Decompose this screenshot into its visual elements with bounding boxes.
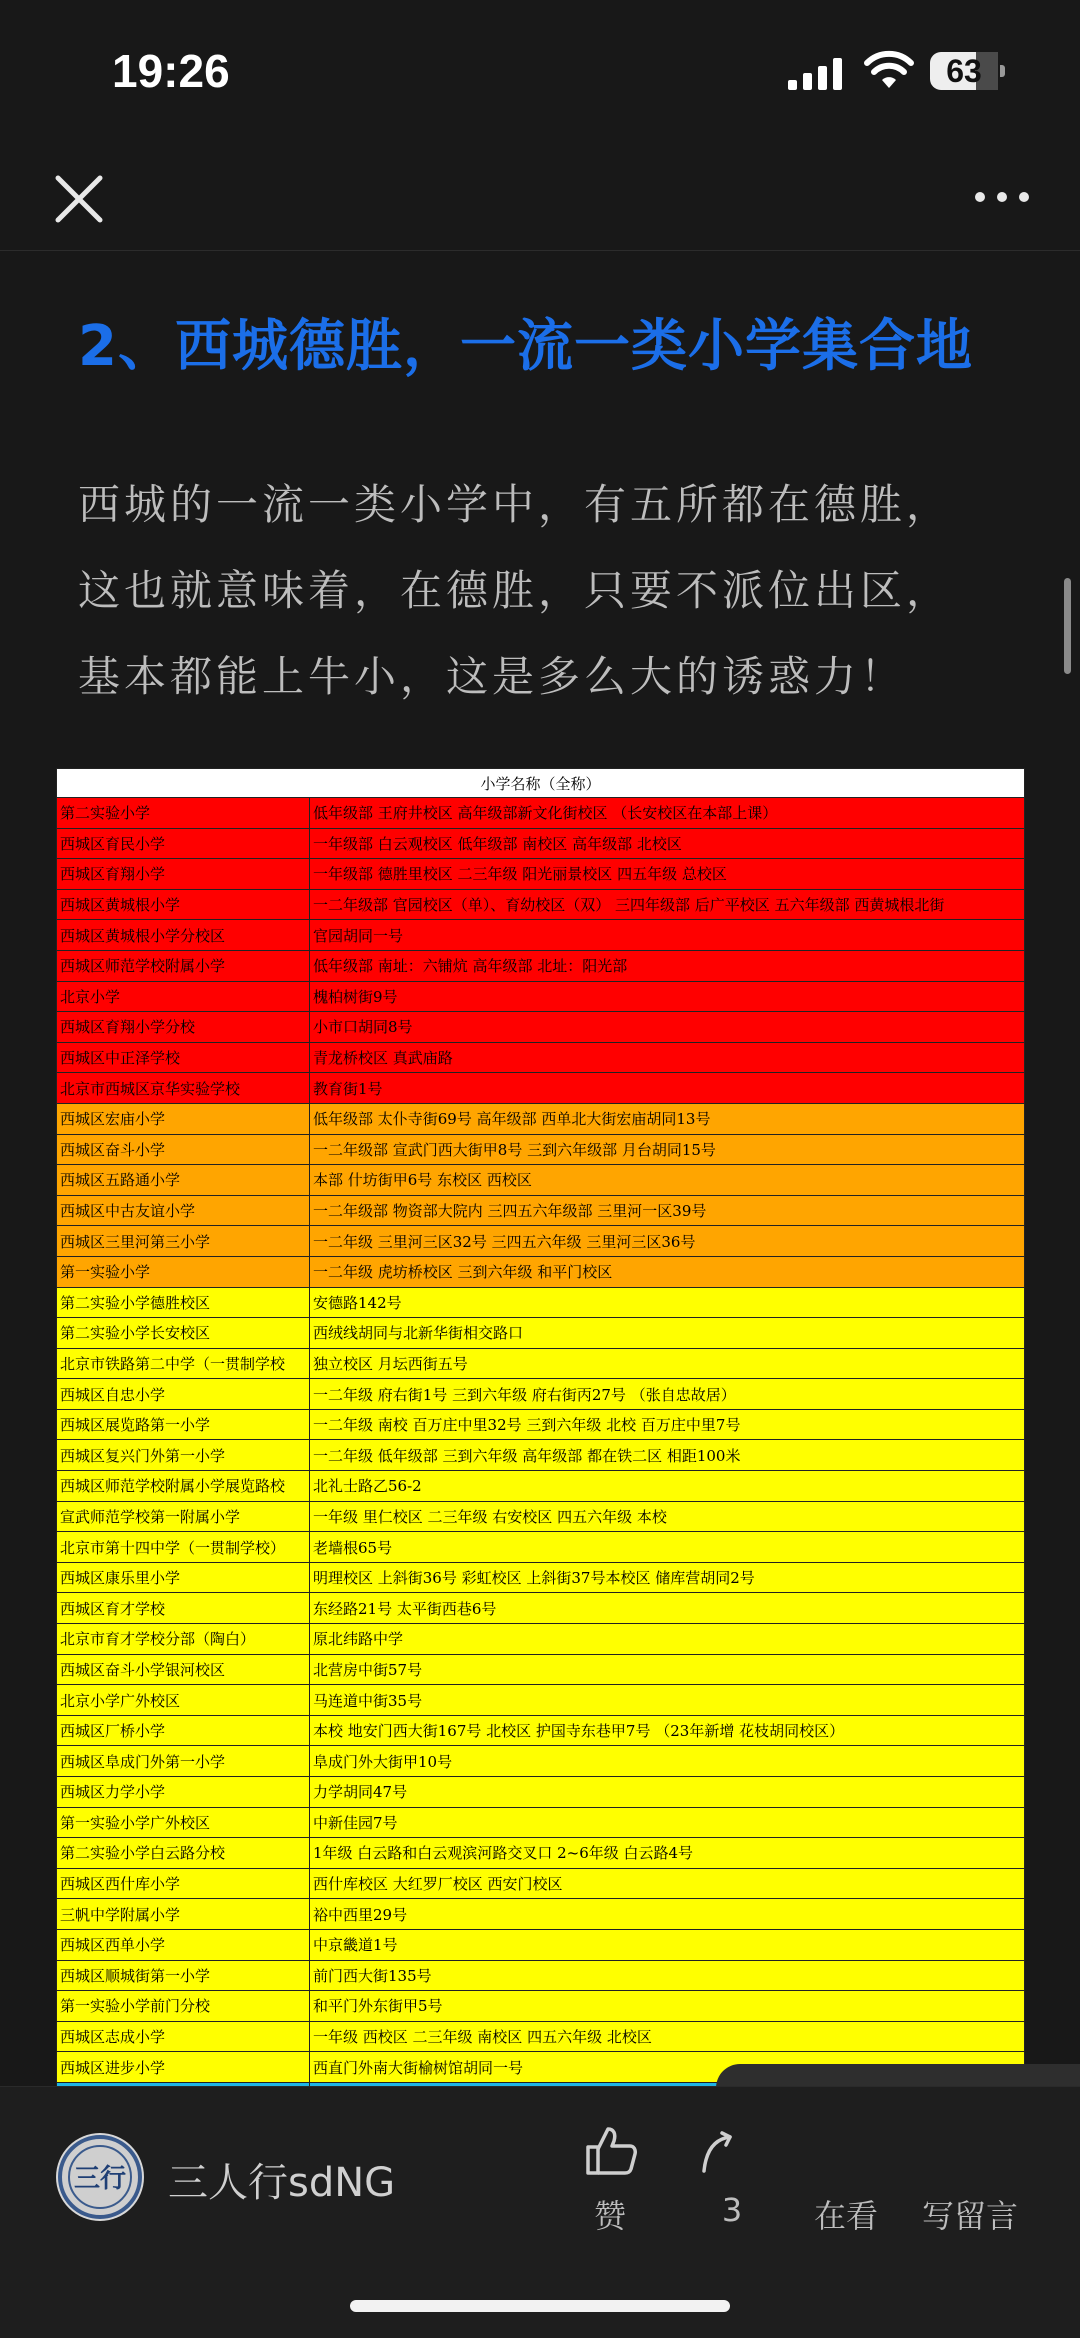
table-row (57, 2021, 1025, 2052)
write-comment-button[interactable]: 写留言 (922, 2197, 1019, 2235)
school-name-cell: 西城区奋斗小学 (57, 1134, 310, 1165)
school-campus-cell: 一二年级 低年级部 三到六年级 高年级部 都在铁二区 相距100米 (310, 1440, 1025, 1471)
table-row (57, 1960, 1025, 1991)
school-campus-cell: 前门西大街135号 (310, 1960, 1025, 1991)
table-row (57, 1991, 1025, 2022)
school-table (56, 768, 1025, 2144)
school-campus-cell: 1年级 白云路和白云观滨河路交叉口 2~6年级 白云路4号 (310, 1838, 1025, 1869)
table-row (57, 798, 1025, 829)
school-campus-cell: 一二年级 府右街1号 三到六年级 府右街丙27号 （张自忠故居） (310, 1379, 1025, 1410)
table-row (57, 1256, 1025, 1287)
school-table-image[interactable] (56, 768, 1024, 2086)
table-row (57, 1165, 1025, 1196)
school-name-cell: 西城区力学小学 (57, 1777, 310, 1808)
school-campus-cell: 一二年级 三里河三区32号 三四五六年级 三里河三区36号 (310, 1226, 1025, 1257)
table-row (57, 1746, 1025, 1777)
school-name-cell: 西城区宏庙小学 (57, 1103, 310, 1134)
school-name-cell: 西城区奋斗小学银河校区 (57, 1654, 310, 1685)
table-row (57, 1929, 1025, 1960)
table-row (57, 1226, 1025, 1257)
school-name-cell: 北京小学 (57, 981, 310, 1012)
thumbs-up-icon[interactable] (584, 2125, 638, 2177)
school-campus-cell: 一年级 西校区 二三年级 南校区 四五六年级 北校区 (310, 2021, 1025, 2052)
school-campus-cell: 马连道中街35号 (310, 1685, 1025, 1716)
school-campus-cell: 东经路21号 太平街西巷6号 (310, 1593, 1025, 1624)
school-name-cell: 北京市铁路第二中学（一贯制学校 (57, 1348, 310, 1379)
school-name-cell: 北京市第十四中学（一贯制学校） (57, 1532, 310, 1563)
school-name-cell: 西城区黄城根小学分校区 (57, 920, 310, 951)
school-campus-cell: 和平门外东街甲5号 (310, 1991, 1025, 2022)
school-name-cell: 西城区五路通小学 (57, 1165, 310, 1196)
school-name-cell: 西城区师范学校附属小学 (57, 950, 310, 981)
school-name-cell: 三帆中学附属小学 (57, 1899, 310, 1930)
watching-button[interactable]: 在看 (814, 2197, 879, 2235)
school-name-cell: 西城区西什库小学 (57, 1868, 310, 1899)
cellular-signal-icon (788, 58, 842, 90)
school-campus-cell: 阜成门外大街甲10号 (310, 1746, 1025, 1777)
table-row (57, 1042, 1025, 1073)
school-name-cell: 西城区西单小学 (57, 1929, 310, 1960)
school-campus-cell: 一二年级 南校 百万庄中里32号 三到六年级 北校 百万庄中里7号 (310, 1409, 1025, 1440)
school-name-cell: 第二实验小学 (57, 798, 310, 829)
school-campus-cell: 西绒线胡同与北新华街相交路口 (310, 1318, 1025, 1349)
school-name-cell: 第二实验小学白云路分校 (57, 1838, 310, 1869)
school-campus-cell: 北礼士路乙56-2 (310, 1471, 1025, 1502)
home-indicator[interactable] (350, 2300, 730, 2312)
school-name-cell: 西城区自忠小学 (57, 1379, 310, 1410)
table-row (57, 889, 1025, 920)
school-campus-cell: 西直门外南大街榆树馆胡同一号 (310, 2052, 1025, 2083)
table-row (57, 1593, 1025, 1624)
author-name[interactable]: 三人行sdNG (168, 2160, 396, 2206)
school-campus-cell: 一二年级 虎坊桥校区 三到六年级 和平门校区 (310, 1256, 1025, 1287)
school-campus-cell: 北营房中街57号 (310, 1654, 1025, 1685)
table-row (57, 920, 1025, 951)
school-campus-cell: 教育街1号 (310, 1073, 1025, 1104)
table-row (57, 1807, 1025, 1838)
school-name-cell: 第一实验小学广外校区 (57, 1807, 310, 1838)
school-campus-cell: 一二年级部 官园校区（单）、育幼校区（双） 三四年级部 后广平校区 五六年级部 西黄城根北街 (310, 889, 1025, 920)
table-row (57, 1134, 1025, 1165)
avatar-text: 三行 (73, 2164, 127, 2194)
table-row (57, 1440, 1025, 1471)
table-row (57, 859, 1025, 890)
author-logo-icon (56, 2133, 144, 2221)
school-name-cell: 北京市西城区京华实验学校 (57, 1073, 310, 1104)
table-row (57, 1348, 1025, 1379)
table-row (57, 1777, 1025, 1808)
school-campus-cell: 一二年级部 物资部大院内 三四五六年级部 三里河一区39号 (310, 1195, 1025, 1226)
table-row (57, 1899, 1025, 1930)
more-icon[interactable] (972, 182, 1032, 212)
school-name-cell: 北京市育才学校分部（陶白） (57, 1624, 310, 1655)
school-name-cell: 第一实验小学 (57, 1256, 310, 1287)
share-count[interactable]: 3 (721, 2191, 743, 2229)
school-campus-cell: 中京畿道1号 (310, 1929, 1025, 1960)
table-row (57, 1409, 1025, 1440)
paragraph-line: 基本都能上牛小，这是多么大的诱惑力！ (78, 652, 907, 701)
table-body (57, 798, 1025, 2144)
school-campus-cell: 青龙桥校区 真武庙路 (310, 1042, 1025, 1073)
school-campus-cell: 裕中西里29号 (310, 1899, 1025, 1930)
school-name-cell: 西城区中正泽学校 (57, 1042, 310, 1073)
school-campus-cell: 明理校区 上斜街36号 彩虹校区 上斜街37号本校区 储库营胡同2号 (310, 1562, 1025, 1593)
table-row (57, 1868, 1025, 1899)
school-campus-cell: 小市口胡同8号 (310, 1012, 1025, 1043)
table-row (57, 1471, 1025, 1502)
school-campus-cell: 低年级部 王府井校区 高年级部新文化街校区 （长安校区在本部上课） (310, 798, 1025, 829)
school-campus-cell: 一年级部 德胜里校区 二三年级 阳光丽景校区 四五年级 总校区 (310, 859, 1025, 890)
school-name-cell: 西城区顺城街第一小学 (57, 1960, 310, 1991)
table-header: 小学名称（全称） (57, 769, 1025, 798)
status-bar (0, 0, 1080, 150)
school-name-cell: 西城区育才学校 (57, 1593, 310, 1624)
school-campus-cell: 中新佳园7号 (310, 1807, 1025, 1838)
school-campus-cell: 西什库校区 大红罗厂校区 西安门校区 (310, 1868, 1025, 1899)
school-campus-cell: 本校 地安门西大街167号 北校区 护国寺东巷甲7号 （23年新增 花枝胡同校区） (310, 1715, 1025, 1746)
close-icon[interactable] (50, 170, 108, 228)
school-name-cell: 西城区育翔小学 (57, 859, 310, 890)
school-campus-cell: 本部 什坊街甲6号 东校区 西校区 (310, 1165, 1025, 1196)
table-row (57, 1318, 1025, 1349)
table-row (57, 1379, 1025, 1410)
table-row (57, 1287, 1025, 1318)
table-row (57, 1685, 1025, 1716)
school-name-cell: 西城区黄城根小学 (57, 889, 310, 920)
table-row (57, 1624, 1025, 1655)
school-name-cell: 第一实验小学前门分校 (57, 1991, 310, 2022)
school-name-cell: 西城区师范学校附属小学展览路校 (57, 1471, 310, 1502)
battery-level: 63 (946, 53, 982, 89)
school-campus-cell: 老墙根65号 (310, 1532, 1025, 1563)
table-row (57, 1073, 1025, 1104)
table-row (57, 1532, 1025, 1563)
school-name-cell: 西城区中古友谊小学 (57, 1195, 310, 1226)
table-row (57, 1103, 1025, 1134)
school-campus-cell: 一年级部 白云观校区 低年级部 南校区 高年级部 北校区 (310, 828, 1025, 859)
table-row (57, 1501, 1025, 1532)
article-heading: 2、西城德胜，一流一类小学集合地 (78, 314, 973, 379)
article-paragraph (78, 462, 1028, 720)
table-row (57, 981, 1025, 1012)
school-name-cell: 西城区进步小学 (57, 2052, 310, 2083)
school-name-cell: 西城区厂桥小学 (57, 1715, 310, 1746)
share-icon[interactable] (700, 2131, 734, 2177)
like-label[interactable]: 赞 (593, 2197, 626, 2235)
school-campus-cell: 一年级 里仁校区 二三年级 右安校区 四五六年级 本校 (310, 1501, 1025, 1532)
table-row (57, 1838, 1025, 1869)
school-name-cell: 西城区康乐里小学 (57, 1562, 310, 1593)
school-name-cell: 西城区志成小学 (57, 2021, 310, 2052)
school-campus-cell: 槐柏树街9号 (310, 981, 1025, 1012)
school-name-cell: 西城区阜成门外第一小学 (57, 1746, 310, 1777)
top-nav-bar (0, 150, 1080, 251)
school-name-cell: 西城区复兴门外第一小学 (57, 1440, 310, 1471)
school-campus-cell: 独立校区 月坛西街五号 (310, 1348, 1025, 1379)
table-row (57, 1012, 1025, 1043)
table-row (57, 828, 1025, 859)
paragraph-line: 西城的一流一类小学中，有五所都在德胜， (78, 480, 953, 529)
wifi-icon (864, 52, 914, 90)
school-campus-cell: 官园胡同一号 (310, 920, 1025, 951)
table-row (57, 1562, 1025, 1593)
table-row (57, 1715, 1025, 1746)
school-campus-cell: 安德路142号 (310, 1287, 1025, 1318)
table-row (57, 950, 1025, 981)
school-name-cell: 北京小学广外校区 (57, 1685, 310, 1716)
table-row (57, 1195, 1025, 1226)
school-name-cell: 宣武师范学校第一附属小学 (57, 1501, 310, 1532)
school-campus-cell: 力学胡同47号 (310, 1777, 1025, 1808)
table-row (57, 1654, 1025, 1685)
author-avatar[interactable] (56, 2133, 144, 2221)
school-campus-cell: 一二年级部 宣武门西大街甲8号 三到六年级部 月台胡同15号 (310, 1134, 1025, 1165)
school-name-cell: 西城区育民小学 (57, 828, 310, 859)
school-name-cell: 西城区三里河第三小学 (57, 1226, 310, 1257)
school-name-cell: 第二实验小学长安校区 (57, 1318, 310, 1349)
battery-icon (930, 52, 1006, 90)
school-name-cell: 西城区展览路第一小学 (57, 1409, 310, 1440)
paragraph-line: 这也就意味着，在德胜，只要不派位出区， (78, 566, 953, 615)
school-name-cell: 第二实验小学德胜校区 (57, 1287, 310, 1318)
school-campus-cell: 原北纬路中学 (310, 1624, 1025, 1655)
school-campus-cell: 低年级部 南址：六铺炕 高年级部 北址：阳光部 (310, 950, 1025, 981)
school-name-cell: 西城区育翔小学分校 (57, 1012, 310, 1043)
school-campus-cell: 低年级部 太仆寺街69号 高年级部 西单北大街宏庙胡同13号 (310, 1103, 1025, 1134)
scroll-indicator[interactable] (1064, 578, 1071, 674)
status-time: 19:26 (112, 45, 230, 97)
